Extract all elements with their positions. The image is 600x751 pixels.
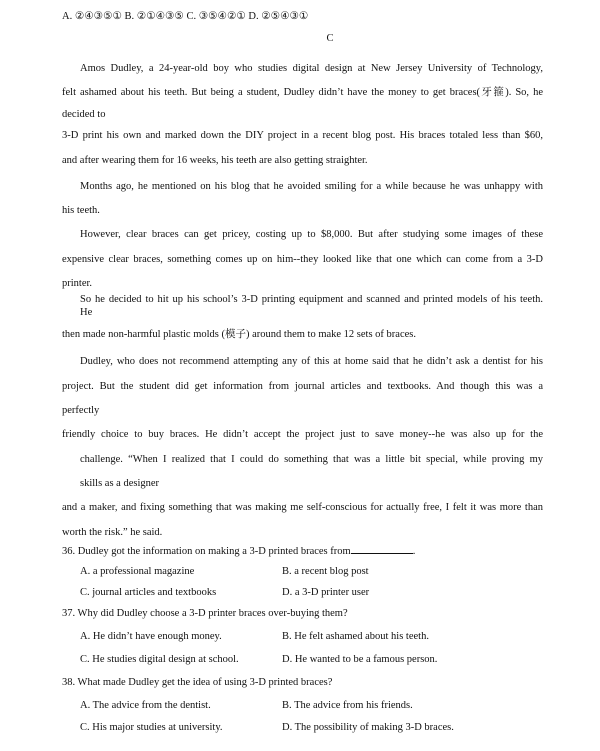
question-38: 38. What made Dudley get the idea of using 3-D printed braces?	[62, 677, 333, 688]
answer-blank	[351, 543, 413, 554]
passage-line: and a maker, and fixing something that was making me self-conscious for actually free, I felt it was more than	[62, 502, 543, 513]
passage-line: 3-D print his own and marked down the DIY project in a recent blog post. His braces totaled less than $60,	[62, 130, 543, 141]
passage-line: So he decided to hit up his school’s 3-D printing equipment and scanned and printed models of his teeth.	[80, 294, 543, 305]
passage-line: project. But the student did get information from journal articles and textbooks. And though this was a	[62, 381, 543, 392]
passage-line: challenge. “When I realized that I could do something that was a little bit special, while proving my	[80, 454, 543, 465]
passage-line: felt ashamed about his teeth. But being a student, Dudley didn’t have the money to get braces(牙箍). So, he	[62, 87, 543, 98]
option-d: D. The possibility of making 3-D braces.	[282, 722, 454, 733]
option-c: C. journal articles and textbooks	[80, 587, 217, 598]
option-a: A. The advice from the dentist.	[80, 700, 211, 711]
option-d: D. He wanted to be a famous person.	[282, 654, 438, 665]
passage-line: and after wearing them for 16 weeks, his teeth are also getting straighter.	[62, 155, 368, 166]
passage-line: However, clear braces can get pricey, costing up to $8,000. But after studying some images of these	[80, 229, 543, 240]
option-d: D. a 3-D printer user	[282, 587, 370, 598]
passage-line: his teeth.	[62, 205, 100, 216]
option-b: B. The advice from his friends.	[282, 700, 413, 711]
passage-line: printer.	[62, 278, 93, 289]
passage-line: expensive clear braces, something comes up on him--they looked like that one which can come from a 3-D	[62, 254, 543, 265]
passage-line: He	[80, 307, 93, 318]
passage-line: decided to	[62, 109, 106, 120]
question-37: 37. Why did Dudley choose a 3-D printer braces over-buying them?	[62, 608, 348, 619]
option-c: C. His major studies at university.	[80, 722, 223, 733]
question-stem-end: .	[412, 546, 416, 557]
section-label: C	[326, 33, 334, 44]
question-36	[62, 543, 415, 559]
passage-line: perfectly	[62, 405, 100, 416]
passage-line: skills as a designer	[80, 478, 160, 489]
passage-line: Months ago, he mentioned on his blog that he avoided smiling for a while because he was unhappy with	[80, 181, 543, 192]
option-b: B. He felt ashamed about his teeth.	[282, 631, 429, 642]
passage-line: Amos Dudley, a 24-year-old boy who studies digital design at New Jersey University of Technology,	[80, 63, 543, 74]
passage-line: Dudley, who does not recommend attempting any of this at home said that he didn’t ask a dentist for his	[80, 356, 543, 367]
option-b: B. a recent blog post	[282, 566, 369, 577]
passage-line: then made non-harmful plastic molds (模子) around them to make 12 sets of braces.	[62, 329, 416, 340]
option-a: A. He didn’t have enough money.	[80, 631, 222, 642]
passage-line: worth the risk.” he said.	[62, 527, 163, 538]
option-a: A. a professional magazine	[80, 566, 195, 577]
question-stem: 36. Dudley got the information on making a 3-D printed braces from	[62, 546, 351, 557]
previous-question-options: A. ②④③⑤① B. ②①④③⑤ C. ③⑤④②① D. ②⑤④③①	[62, 11, 309, 22]
passage-line: friendly choice to buy braces. He didn’t accept the project just to save money--he was also up for the	[62, 429, 543, 440]
option-c: C. He studies digital design at school.	[80, 654, 239, 665]
